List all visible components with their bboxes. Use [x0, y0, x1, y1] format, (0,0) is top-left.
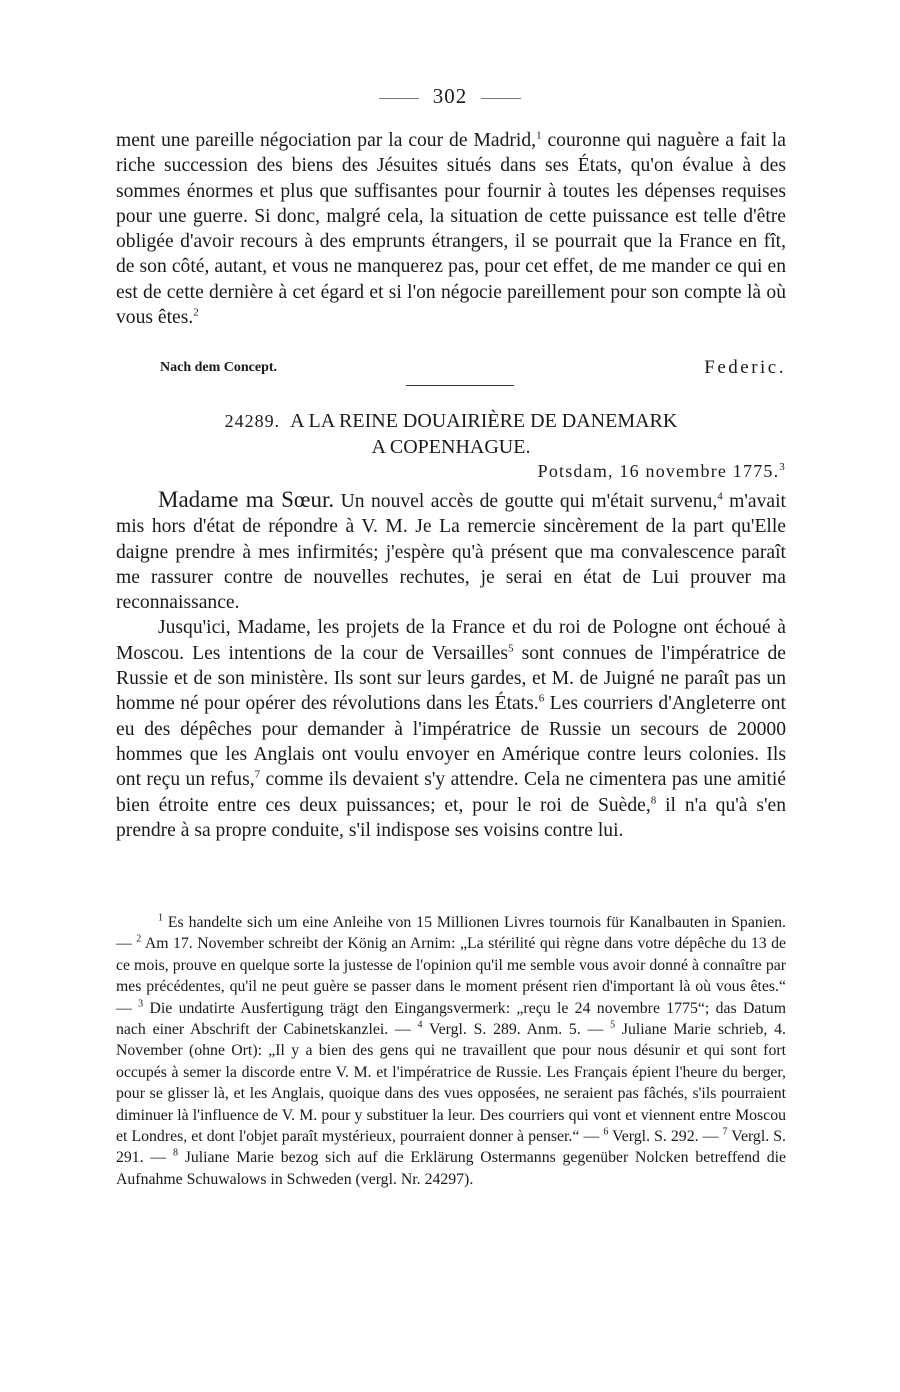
footnote-text-2: Am 17. November schreibt der König an Arnim: „La stérilité qui règne dans votre dépêche du 13 de ce mois, prouve en quelque sorte la justesse de l'opinion qu'il me semble vous avoir donné à connaître par mes précédentes, qu'il ne peut guère se passer dans le moment présent rien d'important là où vous êtes.“ —: [116, 935, 787, 1017]
footnote-text-6: Vergl. S. 292. —: [608, 1128, 723, 1146]
document-heading: [116, 408, 786, 460]
dateline-place: Potsdam,: [537, 461, 614, 481]
continuation-text-b: couronne qui naguère a fait la riche succession des biens des Jésuites situés dans ses États, qu'on évalue à des sommes énormes et plus que suffisantes pour fournir à toutes les dépenses requises pour une guerre. Si donc, malgré cela, la situation de cette puissance est telle d'être obligée d'avoir recours à des emprunts étrangers, il se pourrait que la France en fît, de son côté, autant, et vous ne manquerez pas, pour cet effet, de me mander ce qui en est de cette dernière à cet égard et si l'on négocie pareillement pour son compte là où vous êtes.: [116, 130, 786, 329]
footnote-mark-7: 7: [722, 1126, 728, 1138]
continuation-text: [116, 128, 786, 330]
footnote-text-1: Es handelte sich um eine Anleihe von 15 Millionen Livres tournois für Kanalbauten in Spanien. —: [116, 914, 786, 953]
footnote-ref-7: 7: [254, 768, 261, 781]
dateline-date: 16 novembre 1775.: [619, 461, 780, 481]
continuation-text-a: ment une pareille négociation par la cour de Madrid,: [116, 130, 537, 151]
document-title-line-2: A COPENHAGUE.: [371, 436, 531, 458]
source-note: Nach dem Concept.: [160, 360, 278, 375]
document-number: 24289.: [224, 411, 281, 431]
footnote-mark-6: 6: [603, 1126, 609, 1138]
footnote-mark-2: 2: [136, 934, 142, 946]
heading-line-1: [116, 408, 786, 434]
letter-paragraph-1: [116, 487, 786, 615]
footnote-text-4: Vergl. S. 289. Anm. 5. —: [422, 1021, 611, 1039]
footnote-mark-3: 3: [138, 998, 144, 1010]
footnote-ref-8: 8: [650, 794, 657, 807]
page-number: 302: [0, 84, 900, 109]
footnote-text-5: Juliane Marie schrieb, 4. November (ohne Ort): „Il y a bien des gens qui ne travaillent que pour nous désunir et qui sont fort occupés à semer la discorde entre V. M. et l'impératrice de Russie. Les Français épient l'heure du berger, pour se glisser là, et les Anglais, quoique dans des vues opposées, ne seraient pas fâchés, s'ils pourraient diminuer là l'influence de V. M. pour y substituer la leur. Des courriers qui vont et viennent entre Moscou et Londres, et dont l'objet paraît mystérieux, pourraient donner à penser.“ —: [116, 1021, 786, 1146]
salutation: Madame ma Sœur.: [158, 487, 335, 512]
footnote-text-3: Die undatirte Ausfertigung trägt den Eingangsvermerk: „reçu le 24 novembre 1775“; das Datum nach einer Abschrift der Cabinetskanzlei. —: [116, 999, 786, 1039]
footnote-mark-8: 8: [172, 1148, 178, 1160]
document-title-line-1: A LA REINE DOUAIRIÈRE DE DANEMARK: [290, 410, 678, 432]
continuation-paragraph: [116, 128, 786, 330]
letter-text-2b: sont connues de l'impératrice de Russie et de son ministère. Ils sont sur leurs gardes, et M. de Juigné ne paraît pas un homme né pour opérer des révolutions dans les États.: [116, 642, 786, 715]
letter-text-1a: Un nouvel accès de goutte qui m'était survenu,: [334, 491, 718, 512]
footnote-ref-5: 5: [508, 642, 514, 655]
letter-text-2d: comme ils devaient s'y attendre. Cela ne cimentera pas une amitié bien étroite entre ces deux puissances; et, pour le roi de Suède,: [116, 769, 786, 816]
footnotes: [116, 912, 786, 1190]
letter-body: [116, 487, 786, 843]
footnote-ref-2: 2: [193, 306, 199, 319]
footnote-text-8: Juliane Marie bezog sich auf die Erklärung Ostermanns gegenüber Nolcken betreffend die Aufnahme Schuwalows in Schweden (vergl. Nr. 24297).: [116, 1149, 787, 1188]
letter-text-2a: Jusqu'ici, Madame, les projets de la France et du roi de Pologne ont échoué à Moscou. Les intentions de la cour de Versailles: [116, 617, 786, 664]
letter-text-1b: m'avait mis hors d'état de répondre à V. M. Je La remercie sincèrement de la part qu'Elle daigne prendre à mes infirmités; j'espère qu'à présent que ma convalescence paraît me rassurer contre de nouvelles rechutes, je serai en état de Lui prouver ma reconnaissance.: [116, 491, 786, 614]
footnote-ref-3: 3: [779, 461, 786, 473]
footnote-ref-1: 1: [536, 129, 542, 142]
dateline: [538, 461, 786, 482]
footnote-ref-4: 4: [717, 490, 723, 503]
footnote-text-7: Vergl. S. 291. —: [116, 1128, 786, 1167]
footnote-mark-1: 1: [158, 912, 163, 924]
footnote-mark-4: 4: [417, 1019, 423, 1031]
signature: Federic.: [704, 357, 786, 378]
footnotes-paragraph: [116, 912, 786, 1190]
letter-text-2e: il n'a qu'à s'en prendre à sa propre conduite, s'il indispose ses voisins contre lui.: [116, 794, 786, 841]
letter-text-2c: Les courriers d'Angleterre ont eu des dépêches pour demander à l'impératrice de Russie un secours de 20000 hommes que les Anglais ont voulu envoyer en Amérique contre leurs colonies. Ils ont reçu un refus,: [116, 693, 786, 791]
closing-row: [160, 357, 786, 386]
footnote-mark-5: 5: [610, 1019, 616, 1031]
letter-paragraph-2: [116, 615, 786, 843]
footnote-ref-6: 6: [538, 692, 545, 705]
section-divider: [406, 385, 514, 386]
